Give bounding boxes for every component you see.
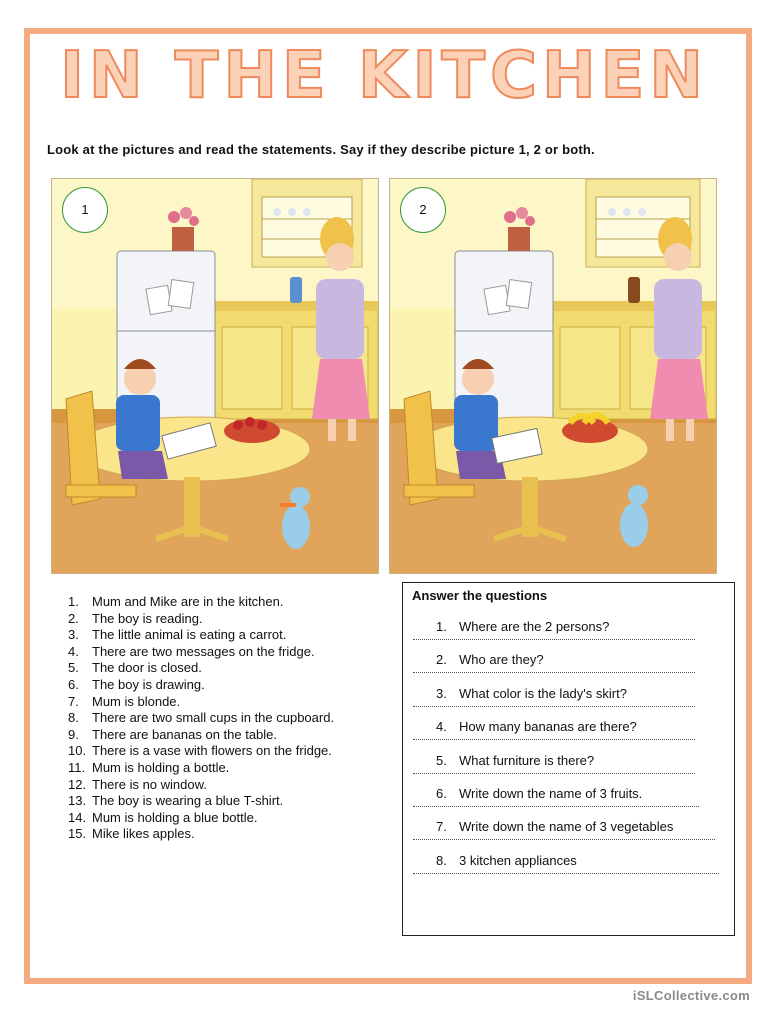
answer-line[interactable] bbox=[413, 870, 719, 874]
question-item: 2. Who are they? bbox=[413, 652, 673, 685]
answer-line[interactable] bbox=[413, 736, 695, 740]
question-item: 4. How many bananas are there? bbox=[413, 719, 673, 752]
answer-line[interactable] bbox=[413, 669, 695, 673]
list-item: 5. The door is closed. bbox=[68, 660, 202, 676]
question-item: 6. Write down the name of 3 fruits. bbox=[413, 786, 673, 819]
question-item: 5. What furniture is there? bbox=[413, 753, 673, 786]
page-title: IN THE KITCHEN bbox=[60, 39, 708, 113]
picture-number-badge: 2 bbox=[400, 187, 446, 233]
list-item: 15. Mike likes apples. bbox=[68, 826, 195, 842]
list-item: 12. There is no window. bbox=[68, 776, 207, 792]
answer-line[interactable] bbox=[413, 703, 695, 707]
answer-line[interactable] bbox=[413, 770, 695, 774]
list-item: 1. Mum and Mike are in the kitchen. bbox=[68, 594, 284, 609]
question-item: 1. Where are the 2 persons? bbox=[413, 619, 673, 652]
list-item: 8. There are two small cups in the cupboard. bbox=[68, 710, 335, 726]
list-item: 3. The little animal is eating a carrot. bbox=[68, 627, 287, 643]
statements-list bbox=[68, 594, 334, 843]
picture-number-badge: 1 bbox=[62, 187, 108, 233]
list-item: 6. The boy is drawing. bbox=[68, 676, 205, 692]
question-item: 7. Write down the name of 3 vegetables bbox=[413, 819, 673, 852]
list-item: 14. Mum is holding a blue bottle. bbox=[68, 809, 258, 825]
kitchen-picture-2 bbox=[389, 178, 717, 574]
questions-heading: Answer the questions bbox=[412, 588, 548, 603]
site-watermark: iSLCollective.com bbox=[632, 988, 750, 1003]
kitchen-picture-1 bbox=[51, 178, 379, 574]
answer-line[interactable] bbox=[413, 636, 695, 640]
list-item: 7. Mum is blonde. bbox=[68, 693, 181, 709]
question-item: 3. What color is the lady's skirt? bbox=[413, 686, 673, 719]
list-item: 10. There is a vase with flowers on the fridge. bbox=[68, 743, 332, 759]
list-item: 11. Mum is holding a bottle. bbox=[68, 759, 230, 775]
answer-line[interactable] bbox=[413, 836, 715, 840]
answer-line[interactable] bbox=[413, 803, 699, 807]
instruction-text: Look at the pictures and read the statements. Say if they describe picture 1, 2 or both. bbox=[47, 142, 595, 157]
list-item: 9. There are bananas on the table. bbox=[68, 726, 278, 742]
questions-box bbox=[402, 582, 735, 936]
list-item: 13. The boy is wearing a blue T-shirt. bbox=[68, 793, 284, 809]
list-item: 4. There are two messages on the fridge. bbox=[68, 643, 315, 659]
questions-list bbox=[413, 619, 673, 886]
question-item: 8. 3 kitchen appliances bbox=[413, 853, 673, 886]
list-item: 2. The boy is reading. bbox=[68, 610, 203, 626]
